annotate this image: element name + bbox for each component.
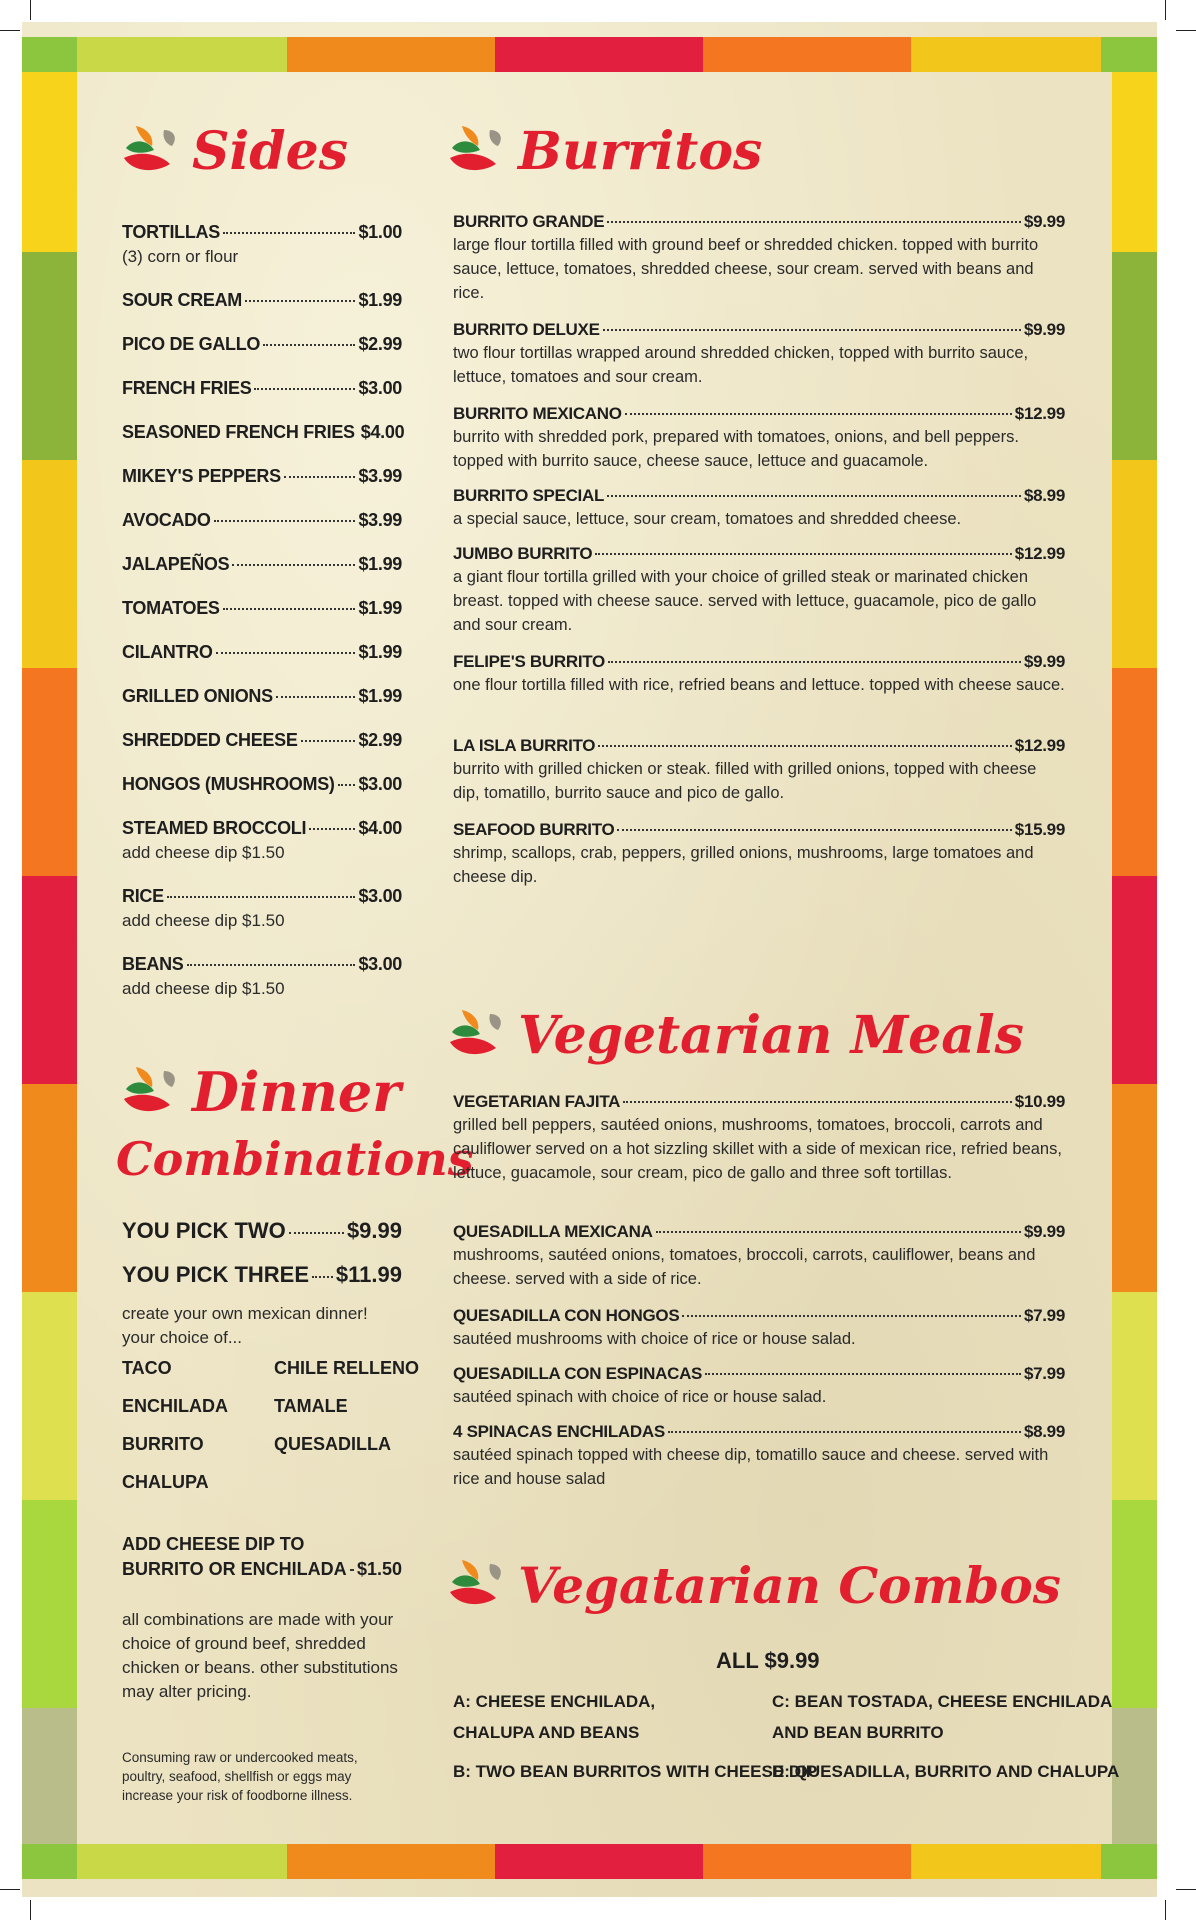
chili-logo-icon	[120, 1061, 182, 1123]
dot-leader	[284, 476, 356, 478]
item-name: HONGOS (MUSHROOMS)	[122, 774, 335, 794]
crop-mark	[1176, 30, 1196, 31]
item-name: FELIPE'S BURRITO	[453, 652, 605, 671]
menu-item	[122, 222, 402, 267]
item-description: one flour tortilla filled with rice, refried beans and lettuce. topped with cheese sauce.	[453, 676, 1065, 694]
border-band	[287, 1844, 495, 1879]
item-description: a special sauce, lettuce, sour cream, tomatoes and shredded cheese.	[453, 510, 962, 528]
menu-item	[122, 378, 402, 399]
dot-leader	[276, 696, 356, 698]
dot-leader	[595, 553, 1011, 555]
border-band	[1112, 876, 1157, 1084]
sides-heading	[120, 120, 348, 182]
dinner-title-line1: Dinner	[192, 1060, 401, 1124]
item-price: $2.99	[358, 730, 402, 750]
menu-item	[122, 774, 402, 795]
menu-item	[122, 886, 402, 931]
border-band	[495, 37, 703, 72]
item-name: PICO DE GALLO	[122, 334, 261, 354]
border-band	[1101, 37, 1157, 72]
choice-item: TAMALE	[274, 1396, 348, 1416]
menu-item	[122, 818, 402, 863]
item-description: add cheese dip $1.50	[122, 979, 285, 998]
item-price: $4.00	[360, 422, 405, 442]
item-description: burrito with grilled chicken or steak. filled with grilled onions, topped with cheese dip, tomatillo, burrito sauce and pico de gallo.	[453, 760, 1037, 802]
menu-item	[122, 686, 402, 707]
item-name: JALAPEÑOS	[122, 554, 230, 574]
dot-leader	[223, 608, 356, 610]
item-name: QUESADILLA CON ESPINACAS	[453, 1364, 703, 1383]
border-band	[495, 1844, 703, 1879]
item-name: 4 SPINACAS ENCHILADAS	[453, 1422, 665, 1441]
dot-leader	[617, 829, 1011, 831]
crop-mark	[30, 0, 31, 20]
crop-mark	[30, 1900, 31, 1920]
menu-item	[122, 642, 402, 663]
menu-item	[122, 510, 402, 531]
item-name: CILANTRO	[122, 642, 213, 662]
pick-two-price: $9.99	[346, 1218, 402, 1243]
dot-leader	[214, 520, 356, 522]
sides-title: Sides	[192, 120, 349, 182]
item-description: grilled bell peppers, sautéed onions, mushrooms, tomatoes, broccoli, carrots and cauliflower served on a hot sizzling skillet with a side of mexican rice, refried beans, lettuce, guacamole, sour cream, pico de gallo and three soft tortillas.	[453, 1116, 1062, 1182]
item-description: burrito with shredded pork, prepared with tomatoes, onions, and bell peppers. topped with burrito sauce, cheese sauce, lettuce and guacamole.	[453, 428, 1019, 470]
border-band	[22, 252, 77, 460]
item-name: STEAMED BROCCOLI	[122, 818, 307, 838]
dot-leader	[216, 652, 356, 654]
burritos-heading	[446, 120, 762, 182]
item-name: BURRITO DELUXE	[453, 320, 600, 339]
item-price: $1.99	[358, 686, 402, 706]
choice-item: CHALUPA	[122, 1472, 209, 1492]
pick-three-row	[122, 1262, 402, 1288]
dot-leader	[668, 1431, 1021, 1433]
veg-combos-title: Vegatarian Combos	[518, 1555, 1061, 1615]
menu-item	[453, 1222, 1065, 1291]
border-band	[22, 1084, 77, 1292]
combo-b: B: TWO BEAN BURRITOS WITH CHEESE DIP	[453, 1762, 818, 1781]
combo-c-line1: C: BEAN TOSTADA, CHEESE ENCHILADA	[772, 1692, 1113, 1711]
item-price: $3.00	[358, 378, 402, 398]
border-band	[911, 1844, 1101, 1879]
choice-item: TACO	[122, 1358, 172, 1378]
item-description: sautéed spinach topped with cheese dip, tomatillo sauce and cheese. served with rice and house salad	[453, 1446, 1049, 1488]
menu-item	[453, 736, 1065, 805]
chili-logo-icon	[446, 120, 508, 182]
dot-leader	[625, 413, 1012, 415]
dot-leader	[223, 232, 355, 234]
border-band	[1112, 1500, 1157, 1708]
dot-leader	[682, 1315, 1021, 1317]
item-name: FRENCH FRIES	[122, 378, 252, 398]
item-name: SEAFOOD BURRITO	[453, 820, 615, 839]
chili-logo-icon	[120, 120, 182, 182]
crop-mark	[0, 30, 20, 31]
veg-combos-subtitle: ALL $9.99	[716, 1648, 820, 1673]
menu-item	[453, 1306, 1065, 1351]
item-price: $1.99	[358, 290, 402, 310]
menu-item	[453, 652, 1065, 697]
item-name: BURRITO MEXICANO	[453, 404, 622, 423]
border-band	[22, 1292, 77, 1500]
menu-item	[122, 334, 402, 355]
menu-item	[453, 404, 1065, 473]
menu-item	[122, 954, 402, 999]
pick-two-row	[122, 1218, 402, 1244]
combo-a-line2: CHALUPA AND BEANS	[453, 1723, 640, 1742]
border-band	[703, 1844, 911, 1879]
pick-two-name: YOU PICK TWO	[122, 1218, 286, 1243]
chili-logo-icon	[446, 1554, 508, 1616]
border-band	[1112, 252, 1157, 460]
item-price: $7.99	[1023, 1306, 1065, 1325]
border-band	[287, 37, 495, 72]
item-name: SOUR CREAM	[122, 290, 243, 310]
item-name: JUMBO BURRITO	[453, 544, 593, 563]
crop-mark	[1165, 0, 1166, 20]
menu-item	[122, 554, 402, 575]
dot-leader	[603, 329, 1021, 331]
item-name: SHREDDED CHEESE	[122, 730, 298, 750]
border-band	[703, 37, 911, 72]
item-price: $3.99	[358, 510, 402, 530]
item-name: AVOCADO	[122, 510, 211, 530]
dot-leader	[232, 564, 355, 566]
item-price: $8.99	[1023, 486, 1065, 505]
item-description: two flour tortillas wrapped around shredded chicken, topped with burrito sauce, lettuce, tomatoes and sour cream.	[453, 344, 1029, 386]
item-price: $12.99	[1014, 404, 1065, 423]
border-band	[1112, 460, 1157, 668]
border-band	[22, 1500, 77, 1708]
item-description: (3) corn or flour	[122, 247, 239, 266]
choice-item: BURRITO	[122, 1434, 204, 1454]
border-band	[22, 37, 77, 72]
item-name: LA ISLA BURRITO	[453, 736, 596, 755]
dot-leader	[338, 784, 356, 786]
menu-item	[453, 820, 1065, 889]
dot-leader	[187, 964, 356, 966]
item-price: $3.99	[358, 466, 402, 486]
border-band	[22, 668, 77, 876]
border-band	[22, 1844, 77, 1879]
item-price: $1.99	[358, 598, 402, 618]
menu-item	[453, 1364, 1065, 1409]
item-price: $15.99	[1014, 820, 1065, 839]
item-price: $1.99	[358, 554, 402, 574]
addon-line1: ADD CHEESE DIP TO	[122, 1534, 305, 1554]
item-price: $12.99	[1014, 544, 1065, 563]
dot-leader	[705, 1373, 1021, 1375]
item-description: add cheese dip $1.50	[122, 911, 285, 930]
menu-item	[453, 544, 1065, 637]
item-price: $7.99	[1023, 1364, 1065, 1383]
dot-leader	[301, 740, 356, 742]
menu-item	[453, 1092, 1065, 1185]
item-price: $12.99	[1014, 736, 1065, 755]
dot-leader	[623, 1101, 1012, 1103]
item-price: $3.00	[358, 954, 402, 974]
item-name: RICE	[122, 886, 164, 906]
item-name: QUESADILLA CON HONGOS	[453, 1306, 680, 1325]
menu-item	[122, 466, 402, 487]
combo-c-line2: AND BEAN BURRITO	[772, 1723, 944, 1742]
dot-leader	[167, 896, 356, 898]
item-name: QUESADILLA MEXICANA	[453, 1222, 653, 1241]
menu-item	[453, 486, 1065, 531]
dot-leader	[245, 300, 355, 302]
item-price: $10.99	[1014, 1092, 1065, 1111]
item-price: $4.00	[358, 818, 402, 838]
combo-c	[772, 1692, 1112, 1754]
item-description: add cheese dip $1.50	[122, 843, 285, 862]
border-band	[77, 37, 287, 72]
item-price: $9.99	[1023, 1222, 1065, 1241]
border-band	[77, 1844, 287, 1879]
item-name: MIKEY'S PEPPERS	[122, 466, 281, 486]
item-price: $1.99	[358, 642, 402, 662]
choice-item: CHILE RELLENO	[274, 1358, 420, 1378]
menu-item	[453, 212, 1065, 305]
item-price: $1.00	[358, 222, 402, 242]
crop-mark	[1165, 1900, 1166, 1920]
item-name: TOMATOES	[122, 598, 220, 618]
item-description: shrimp, scallops, crab, peppers, grilled onions, mushrooms, large tomatoes and cheese dip.	[453, 844, 1034, 886]
menu-item	[122, 290, 402, 311]
border-band	[22, 460, 77, 668]
item-description: sautéed spinach with choice of rice or house salad.	[453, 1388, 827, 1406]
choice-item: QUESADILLA	[274, 1434, 391, 1454]
border-band	[22, 72, 77, 252]
dot-leader	[608, 661, 1021, 663]
item-description: mushrooms, sautéed onions, tomatoes, broccoli, carrots, cauliflower, beans and cheese. served with a side of rice.	[453, 1246, 1036, 1288]
dot-leader	[607, 221, 1021, 223]
dinner-intro: create your own mexican dinner! your choice of...	[122, 1304, 368, 1347]
item-name: BEANS	[122, 954, 184, 974]
item-description: sautéed mushrooms with choice of rice or house salad.	[453, 1330, 856, 1348]
dinner-choices-right	[274, 1358, 419, 1472]
menu-item	[122, 598, 402, 619]
item-name: BURRITO SPECIAL	[453, 486, 605, 505]
menu-item	[453, 320, 1065, 389]
dot-leader	[263, 344, 355, 346]
item-price: $2.99	[358, 334, 402, 354]
burritos-title: Burritos	[518, 120, 763, 182]
item-price: $3.00	[358, 886, 402, 906]
veg-meals-heading	[446, 1004, 1024, 1066]
item-price: $3.00	[358, 774, 402, 794]
combination-note: all combinations are made with your choice of ground beef, shredded chicken or beans. other substitutions may alter pricing.	[122, 1610, 398, 1701]
item-price: $9.99	[1023, 320, 1065, 339]
border-band	[911, 37, 1101, 72]
border-band	[22, 1708, 77, 1844]
dot-leader	[607, 495, 1021, 497]
item-description: a giant flour tortilla grilled with your choice of grilled steak or marinated chicken breast. topped with cheese sauce. served with lettuce, guacamole, pico de gallo and sour cream.	[453, 568, 1037, 634]
veg-combos-heading	[446, 1554, 1061, 1616]
dot-leader	[656, 1231, 1021, 1233]
dinner-heading-line2	[116, 1132, 474, 1186]
border-band	[1112, 1292, 1157, 1500]
combo-d: D: QUESADILLA, BURRITO AND CHALUPA	[772, 1762, 1120, 1781]
item-name: SEASONED FRENCH FRIES	[122, 422, 355, 442]
border-band	[1112, 1084, 1157, 1292]
combo-a	[453, 1692, 655, 1754]
chili-logo-icon	[446, 1004, 508, 1066]
item-name: VEGETARIAN FAJITA	[453, 1092, 621, 1111]
menu-item	[453, 1422, 1065, 1491]
border-band	[1112, 668, 1157, 876]
combo-a-line1: A: CHEESE ENCHILADA,	[453, 1692, 656, 1711]
dinner-choices-left	[122, 1358, 228, 1510]
choice-item: ENCHILADA	[122, 1396, 228, 1416]
addon-price: $1.50	[356, 1559, 402, 1579]
crop-mark	[1176, 1889, 1196, 1890]
item-name: GRILLED ONIONS	[122, 686, 273, 706]
dinner-heading	[120, 1060, 401, 1124]
foodborne-warning: Consuming raw or undercooked meats, poultry, seafood, shellfish or eggs may increase your risk of foodborne illness.	[122, 1750, 358, 1803]
crop-mark	[0, 1889, 20, 1890]
border-band	[1101, 1844, 1157, 1879]
dot-leader	[598, 745, 1012, 747]
border-band	[1112, 72, 1157, 252]
dot-leader	[309, 828, 355, 830]
addon-line2: BURRITO OR ENCHILADA	[122, 1559, 347, 1579]
pick-three-name: YOU PICK THREE	[122, 1262, 310, 1287]
menu-item	[122, 422, 405, 443]
veg-meals-title: Vegetarian Meals	[518, 1004, 1024, 1066]
pick-three-price: $11.99	[335, 1262, 402, 1287]
menu-item	[122, 730, 402, 751]
dinner-title-line2: Combinations	[116, 1132, 474, 1186]
item-price: $9.99	[1023, 212, 1065, 231]
item-name: BURRITO GRANDE	[453, 212, 605, 231]
cheese-dip-addon	[122, 1534, 402, 1580]
item-price: $9.99	[1023, 652, 1065, 671]
item-description: large flour tortilla filled with ground beef or shredded chicken. topped with burrito sauce, lettuce, tomatoes, shredded cheese, sour cream. served with beans and rice.	[453, 236, 1039, 302]
dot-leader	[254, 388, 355, 390]
item-name: TORTILLAS	[122, 222, 220, 242]
border-band	[22, 876, 77, 1084]
item-price: $8.99	[1023, 1422, 1065, 1441]
